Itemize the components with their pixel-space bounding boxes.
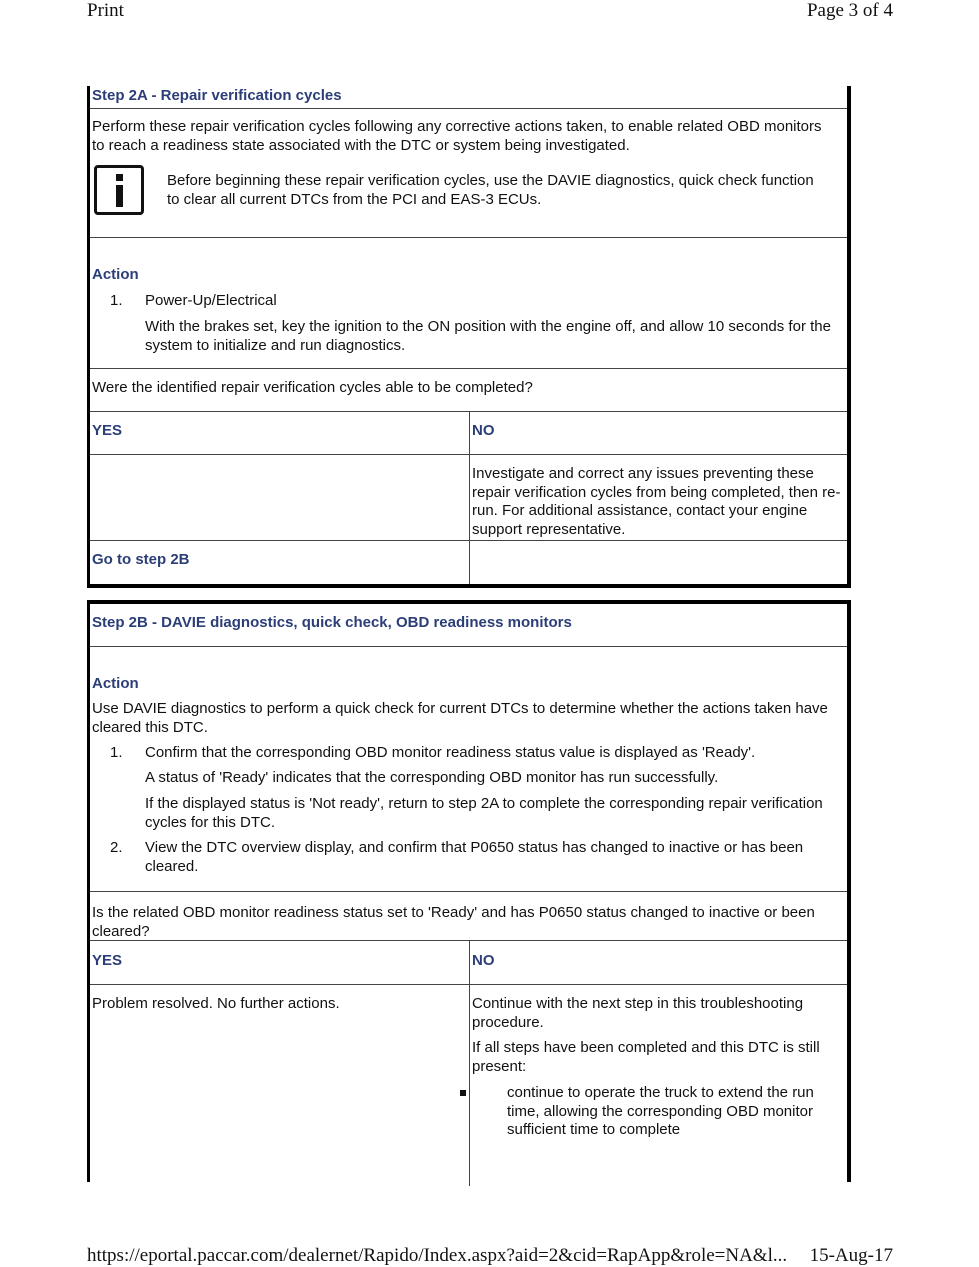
footer-date: 15-Aug-17 (809, 1245, 893, 1266)
step-2b-no-text-2: If all steps have been completed and this DTC is still present: (472, 1039, 820, 1075)
step-2b-item-1-text: Confirm that the corresponding OBD monitor readiness status value is displayed as 'Ready'. (145, 744, 756, 761)
step-2a-item-title: Power-Up/Electrical (145, 292, 277, 309)
step-2b-item-1-note: A status of 'Ready' indicates that the corresponding OBD monitor has run successfully. (145, 769, 719, 786)
step-2a-yes-label: YES (92, 422, 123, 439)
step-2b-title: Step 2B - DAVIE diagnostics, quick check, OBD readiness monitors (92, 614, 572, 631)
step-2a-action-heading: Action (92, 266, 139, 283)
info-icon (94, 165, 144, 215)
step-2b-title-row (90, 604, 847, 647)
step-2a-intro-row (90, 109, 847, 238)
step-2b-item-1-not-ready: If the displayed status is 'Not ready', return to step 2A to complete the corresponding repair verification cycles for this DTC. (145, 795, 823, 831)
step-2b-table (87, 600, 851, 1182)
step-2a-question: Were the identified repair verification cycles able to be completed? (92, 379, 533, 396)
step-2b-item-2-text: View the DTC overview display, and confirm that P0650 status has changed to inactive or has been cleared. (145, 839, 804, 875)
step-2b-item-2-number: 2. (110, 839, 123, 856)
bullet-icon (460, 1090, 466, 1096)
step-2b-question-row (90, 892, 847, 941)
step-2b-yes-label: YES (92, 952, 123, 969)
step-2a-intro: Perform these repair verification cycles following any corrective actions taken, to enable related OBD monitors to reach a readiness state associated with the DTC or system being investigated. (92, 118, 822, 154)
step-2a-title-row (90, 86, 847, 109)
step-2b-action-heading: Action (92, 675, 139, 692)
step-2b-intro: Use DAVIE diagnostics to perform a quick check for current DTCs to determine whether the actions taken have cleared this DTC. (92, 700, 828, 736)
step-2a-action-row (90, 238, 847, 369)
go-to-step-2b-link[interactable]: Go to step 2B (92, 551, 190, 568)
step-2b-no-label: NO (472, 952, 495, 969)
step-2a-no-label: NO (472, 422, 495, 439)
step-2a-question-row (90, 369, 847, 412)
step-2a-item-number: 1. (110, 292, 123, 309)
step-2b-question: Is the related OBD monitor readiness status set to 'Ready' and has P0650 status changed to inactive or been cleared? (92, 904, 815, 940)
step-2b-no-bullet-1: continue to operate the truck to extend the run time, allowing the corresponding OBD monitor sufficient time to complete (507, 1084, 814, 1138)
print-label: Print (87, 0, 124, 21)
step-2a-table (87, 86, 851, 588)
step-2b-item-1-number: 1. (110, 744, 123, 761)
step-2b-no-text-1: Continue with the next step in this troubleshooting procedure. (472, 995, 804, 1031)
page-number: Page 3 of 4 (806, 0, 893, 21)
step-2b-action-row (90, 647, 847, 892)
step-2a-item-text: With the brakes set, key the ignition to the ON position with the engine off, and allow 10 seconds for the system to initialize and run diagnostics. (145, 318, 831, 354)
step-2a-note: Before beginning these repair verification cycles, use the DAVIE diagnostics, quick check function to clear all current DTCs from the PCI and EAS-3 ECUs. (167, 172, 814, 208)
column-divider (469, 412, 470, 584)
column-divider (469, 941, 470, 1186)
step-2b-yes-text: Problem resolved. No further actions. (92, 995, 340, 1012)
step-2a-no-text: Investigate and correct any issues preventing these repair verification cycles from being completed, then re-run. For additional assistance, contact your engine support representative. (472, 465, 841, 538)
footer-url: https://eportal.paccar.com/dealernet/Rapido/Index.aspx?aid=2&cid=RapApp&role=NA&l... (87, 1245, 788, 1266)
step-2a-title: Step 2A - Repair verification cycles (92, 87, 342, 104)
